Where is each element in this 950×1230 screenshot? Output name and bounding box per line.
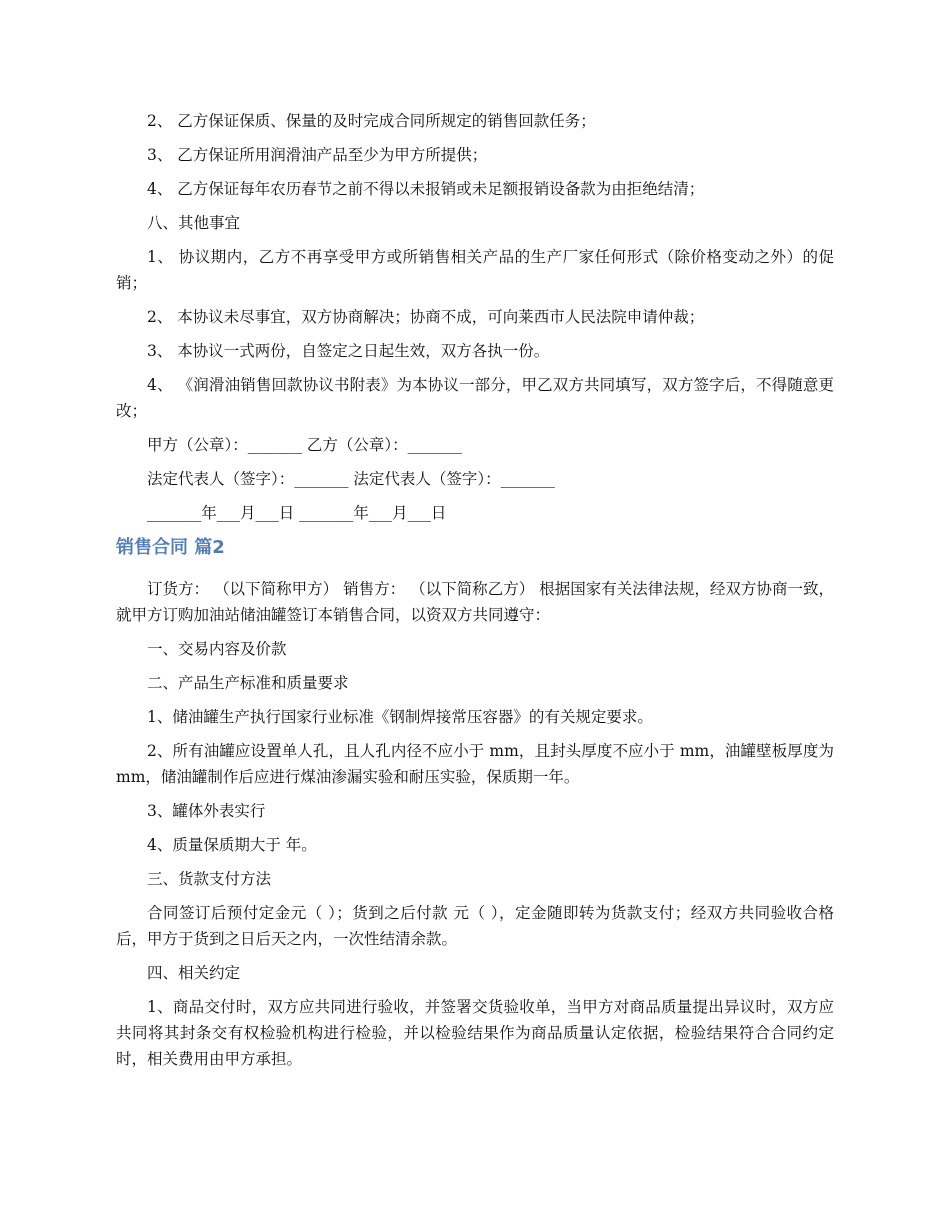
date-line: _______年___月___日 _______年___月___日 bbox=[147, 504, 447, 522]
seal-line: 甲方（公章）：_______ 乙方（公章）：_______ bbox=[147, 436, 462, 454]
paragraph: 合同签订后预付定金元（ ）；货到之后付款 元（ ），定金随即转为货款支付；经双方共同验收合格后，甲方于货到之日后天之内，一次性结清余款。 bbox=[116, 904, 834, 948]
paragraph: 4、质量保质期大于 年。 bbox=[147, 836, 317, 854]
document-page bbox=[116, 108, 839, 1080]
sales-contract-body bbox=[116, 576, 839, 1072]
paragraph: 4、 《润滑油销售回款协议书附表》为本协议一部分，甲乙双方共同填写，双方签字后，不得随意更改； bbox=[116, 376, 834, 420]
clause-title: 一、交易内容及价款 bbox=[147, 640, 287, 658]
paragraph: 1、商品交付时，双方应共同进行验收，并签署交货验收单，当甲方对商品质量提出异议时，双方应共同将其封条交有权检验机构进行检验，并以检验结果作为商品质量认定依据，检验结果符合合同约定时，相关费用由甲方承担。 bbox=[116, 998, 834, 1068]
clause-title: 三、货款支付方法 bbox=[147, 870, 272, 888]
paragraph: 1、 协议期内，乙方不再享受甲方或所销售相关产品的生产厂家任何形式（除价格变动之外）的促销； bbox=[116, 248, 834, 292]
paragraph: 3、罐体外表实行 bbox=[147, 802, 266, 820]
paragraph: 3、 本协议一式两份，自签定之日起生效，双方各执一份。 bbox=[147, 342, 550, 360]
paragraph: 2、所有油罐应设置单人孔，且人孔内径不应小于 mm，且封头厚度不应小于 mm，油罐壁板厚度为 mm，储油罐制作后应进行煤油渗漏实验和耐压实验，保质期一年。 bbox=[116, 742, 839, 786]
paragraph: 2、 乙方保证保质、保量的及时完成合同所规定的销售回款任务； bbox=[147, 112, 596, 130]
paragraph: 1、储油罐生产执行国家行业标准《钢制焊接常压容器》的有关规定要求。 bbox=[147, 708, 653, 726]
section-continuation bbox=[116, 108, 834, 526]
section-heading: 销售合同 篇2 bbox=[116, 537, 225, 558]
paragraph: 订货方： （以下简称甲方） 销售方： （以下简称乙方） 根据国家有关法律法规，经双方协商一致，就甲方订购加油站储油罐签订本销售合同，以资双方共同遵守： bbox=[116, 580, 834, 624]
paragraph: 3、 乙方保证所用润滑油产品至少为甲方所提供； bbox=[147, 146, 488, 164]
clause-title: 四、相关约定 bbox=[147, 964, 241, 982]
signature-line: 法定代表人（签字）：_______ 法定代表人（签字）：_______ bbox=[147, 470, 555, 488]
clause-title: 二、产品生产标准和质量要求 bbox=[147, 674, 349, 692]
paragraph: 2、 本协议未尽事宜，双方协商解决；协商不成，可向莱西市人民法院申请仲裁； bbox=[147, 308, 705, 326]
section-title-other-matters: 八、其他事宜 bbox=[147, 214, 241, 232]
paragraph: 4、 乙方保证每年农历春节之前不得以未报销或未足额报销设备款为由拒绝结清； bbox=[147, 180, 705, 198]
